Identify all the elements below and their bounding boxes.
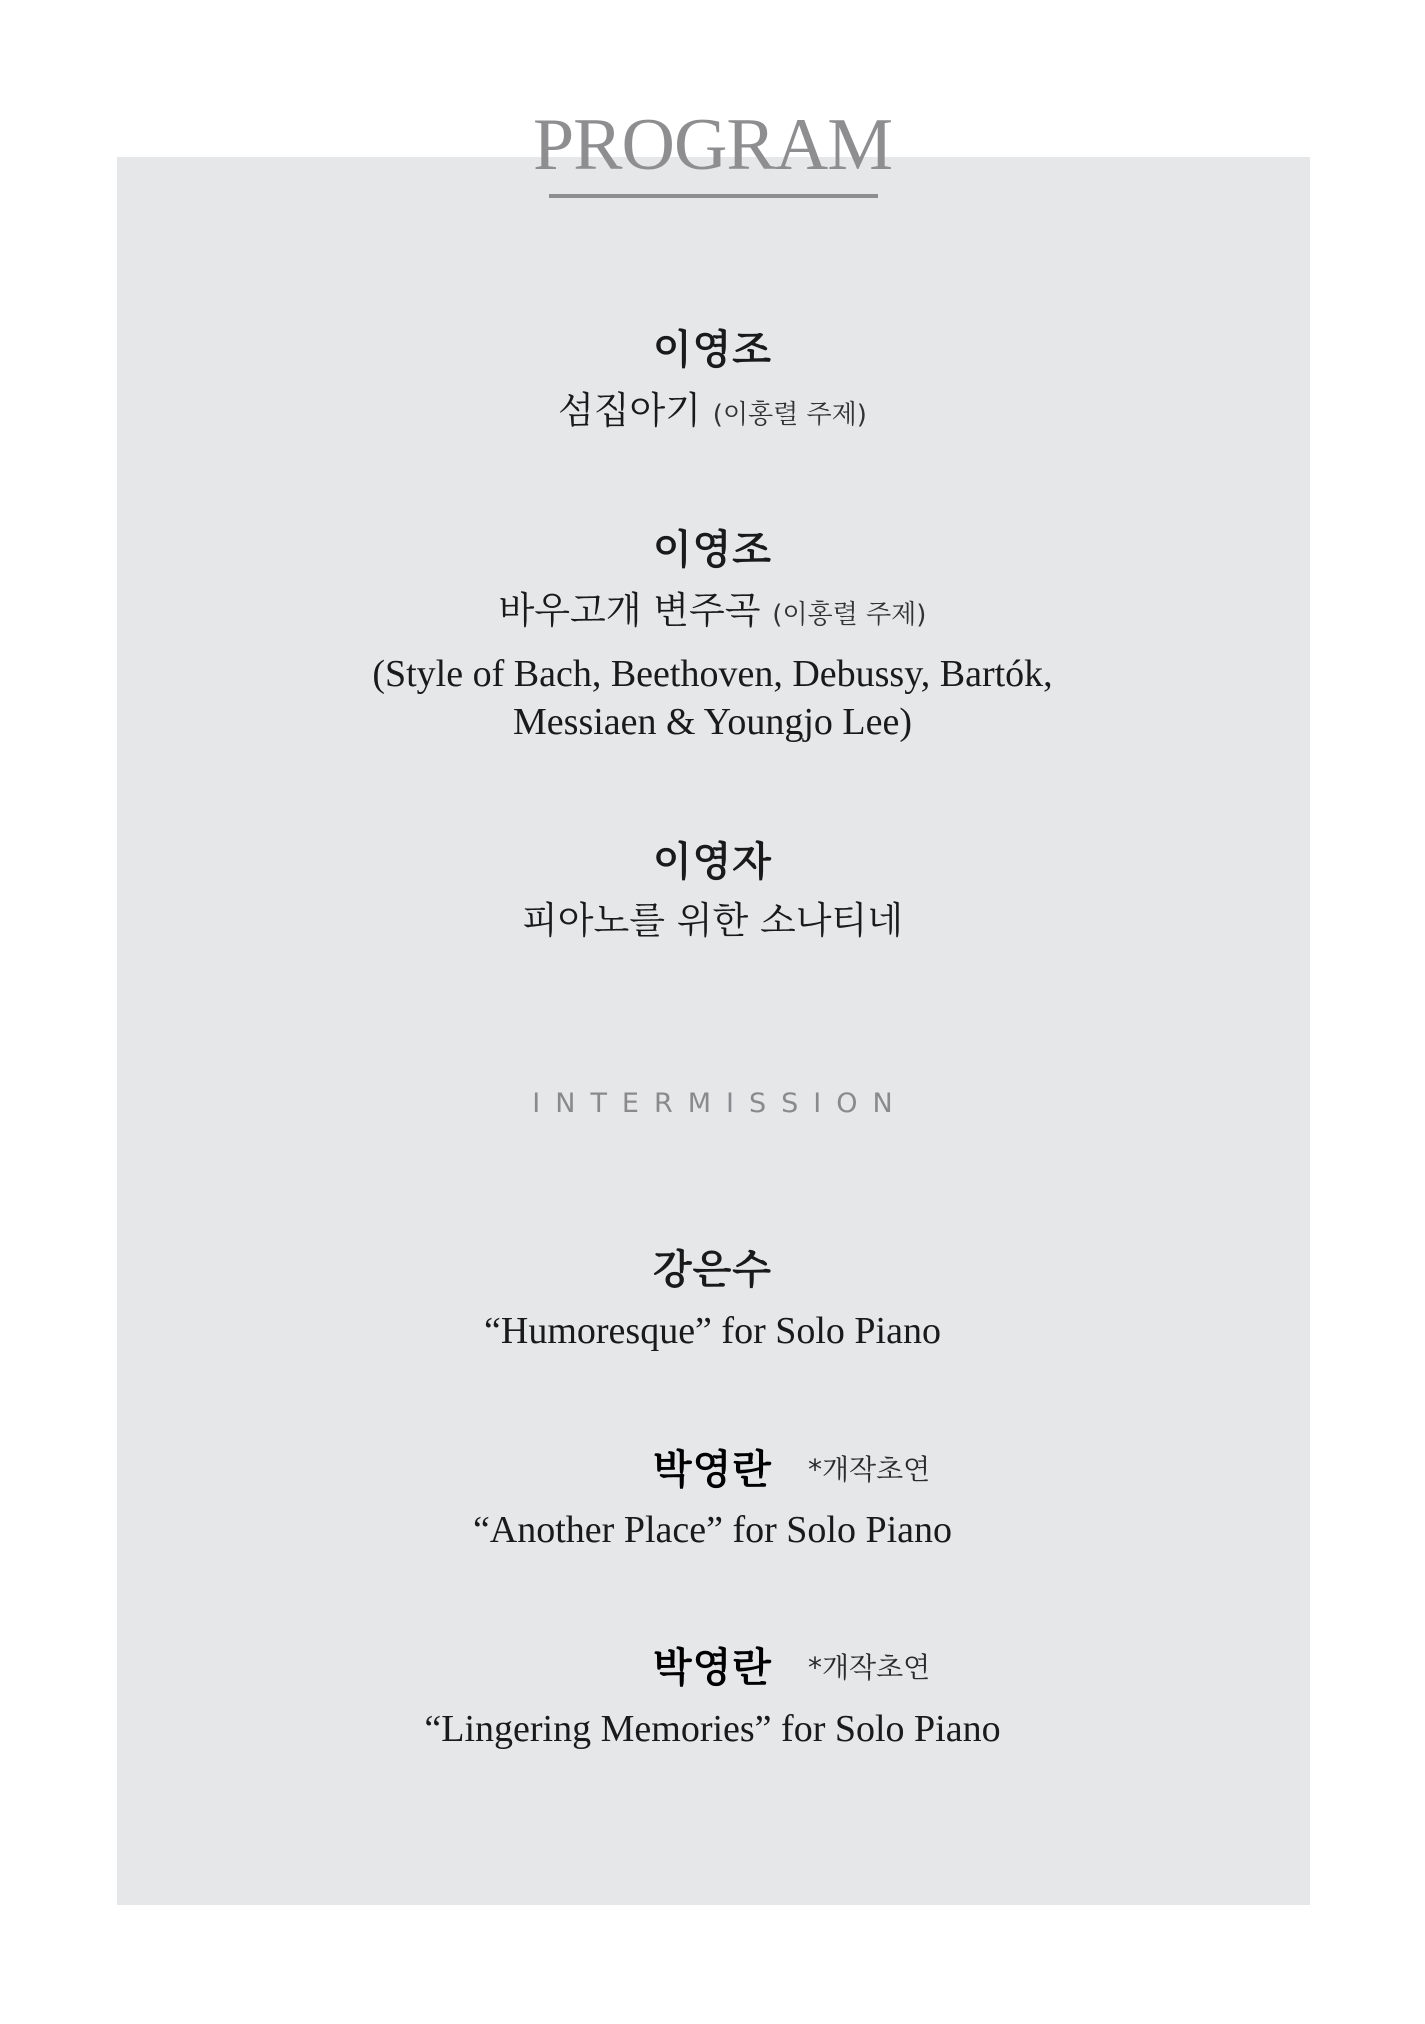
program-title: PROGRAM (533, 104, 892, 186)
work-title-text: 바우고개 변주곡 (498, 589, 761, 632)
composer-name: 박영란 (653, 1645, 772, 1691)
composer-name: 강은수 (653, 1247, 772, 1293)
work-title: 피아노를 위한 소나티네 (522, 899, 903, 942)
composer-name: 박영란 (653, 1447, 772, 1493)
premiere-note: *개작초연 (808, 1651, 931, 1684)
work-title-text: 섬집아기 (558, 389, 702, 432)
composer-row (0, 1645, 1425, 1694)
title-underline (549, 194, 878, 198)
premiere-note: *개작초연 (808, 1453, 931, 1486)
work-title: “Lingering Memories” for Solo Piano (424, 1708, 1001, 1750)
theme-note: (이홍렬 주제) (772, 600, 927, 630)
composer-name: 이영조 (653, 527, 772, 573)
theme-note: (이홍렬 주제) (712, 400, 867, 430)
work-title: “Humoresque” for Solo Piano (484, 1310, 941, 1352)
work-title: “Another Place” for Solo Piano (472, 1509, 953, 1551)
style-note-line: (Style of Bach, Beethoven, Debussy, Bartók, (372, 653, 1053, 695)
work-title (0, 589, 1425, 632)
composer-row (0, 1447, 1425, 1496)
work-title (0, 389, 1425, 432)
composer-name: 이영자 (653, 839, 772, 885)
composer-name: 이영조 (653, 327, 772, 373)
intermission-label: INTERMISSION (532, 1088, 908, 1119)
style-note-line: Messiaen & Youngjo Lee) (513, 701, 912, 743)
